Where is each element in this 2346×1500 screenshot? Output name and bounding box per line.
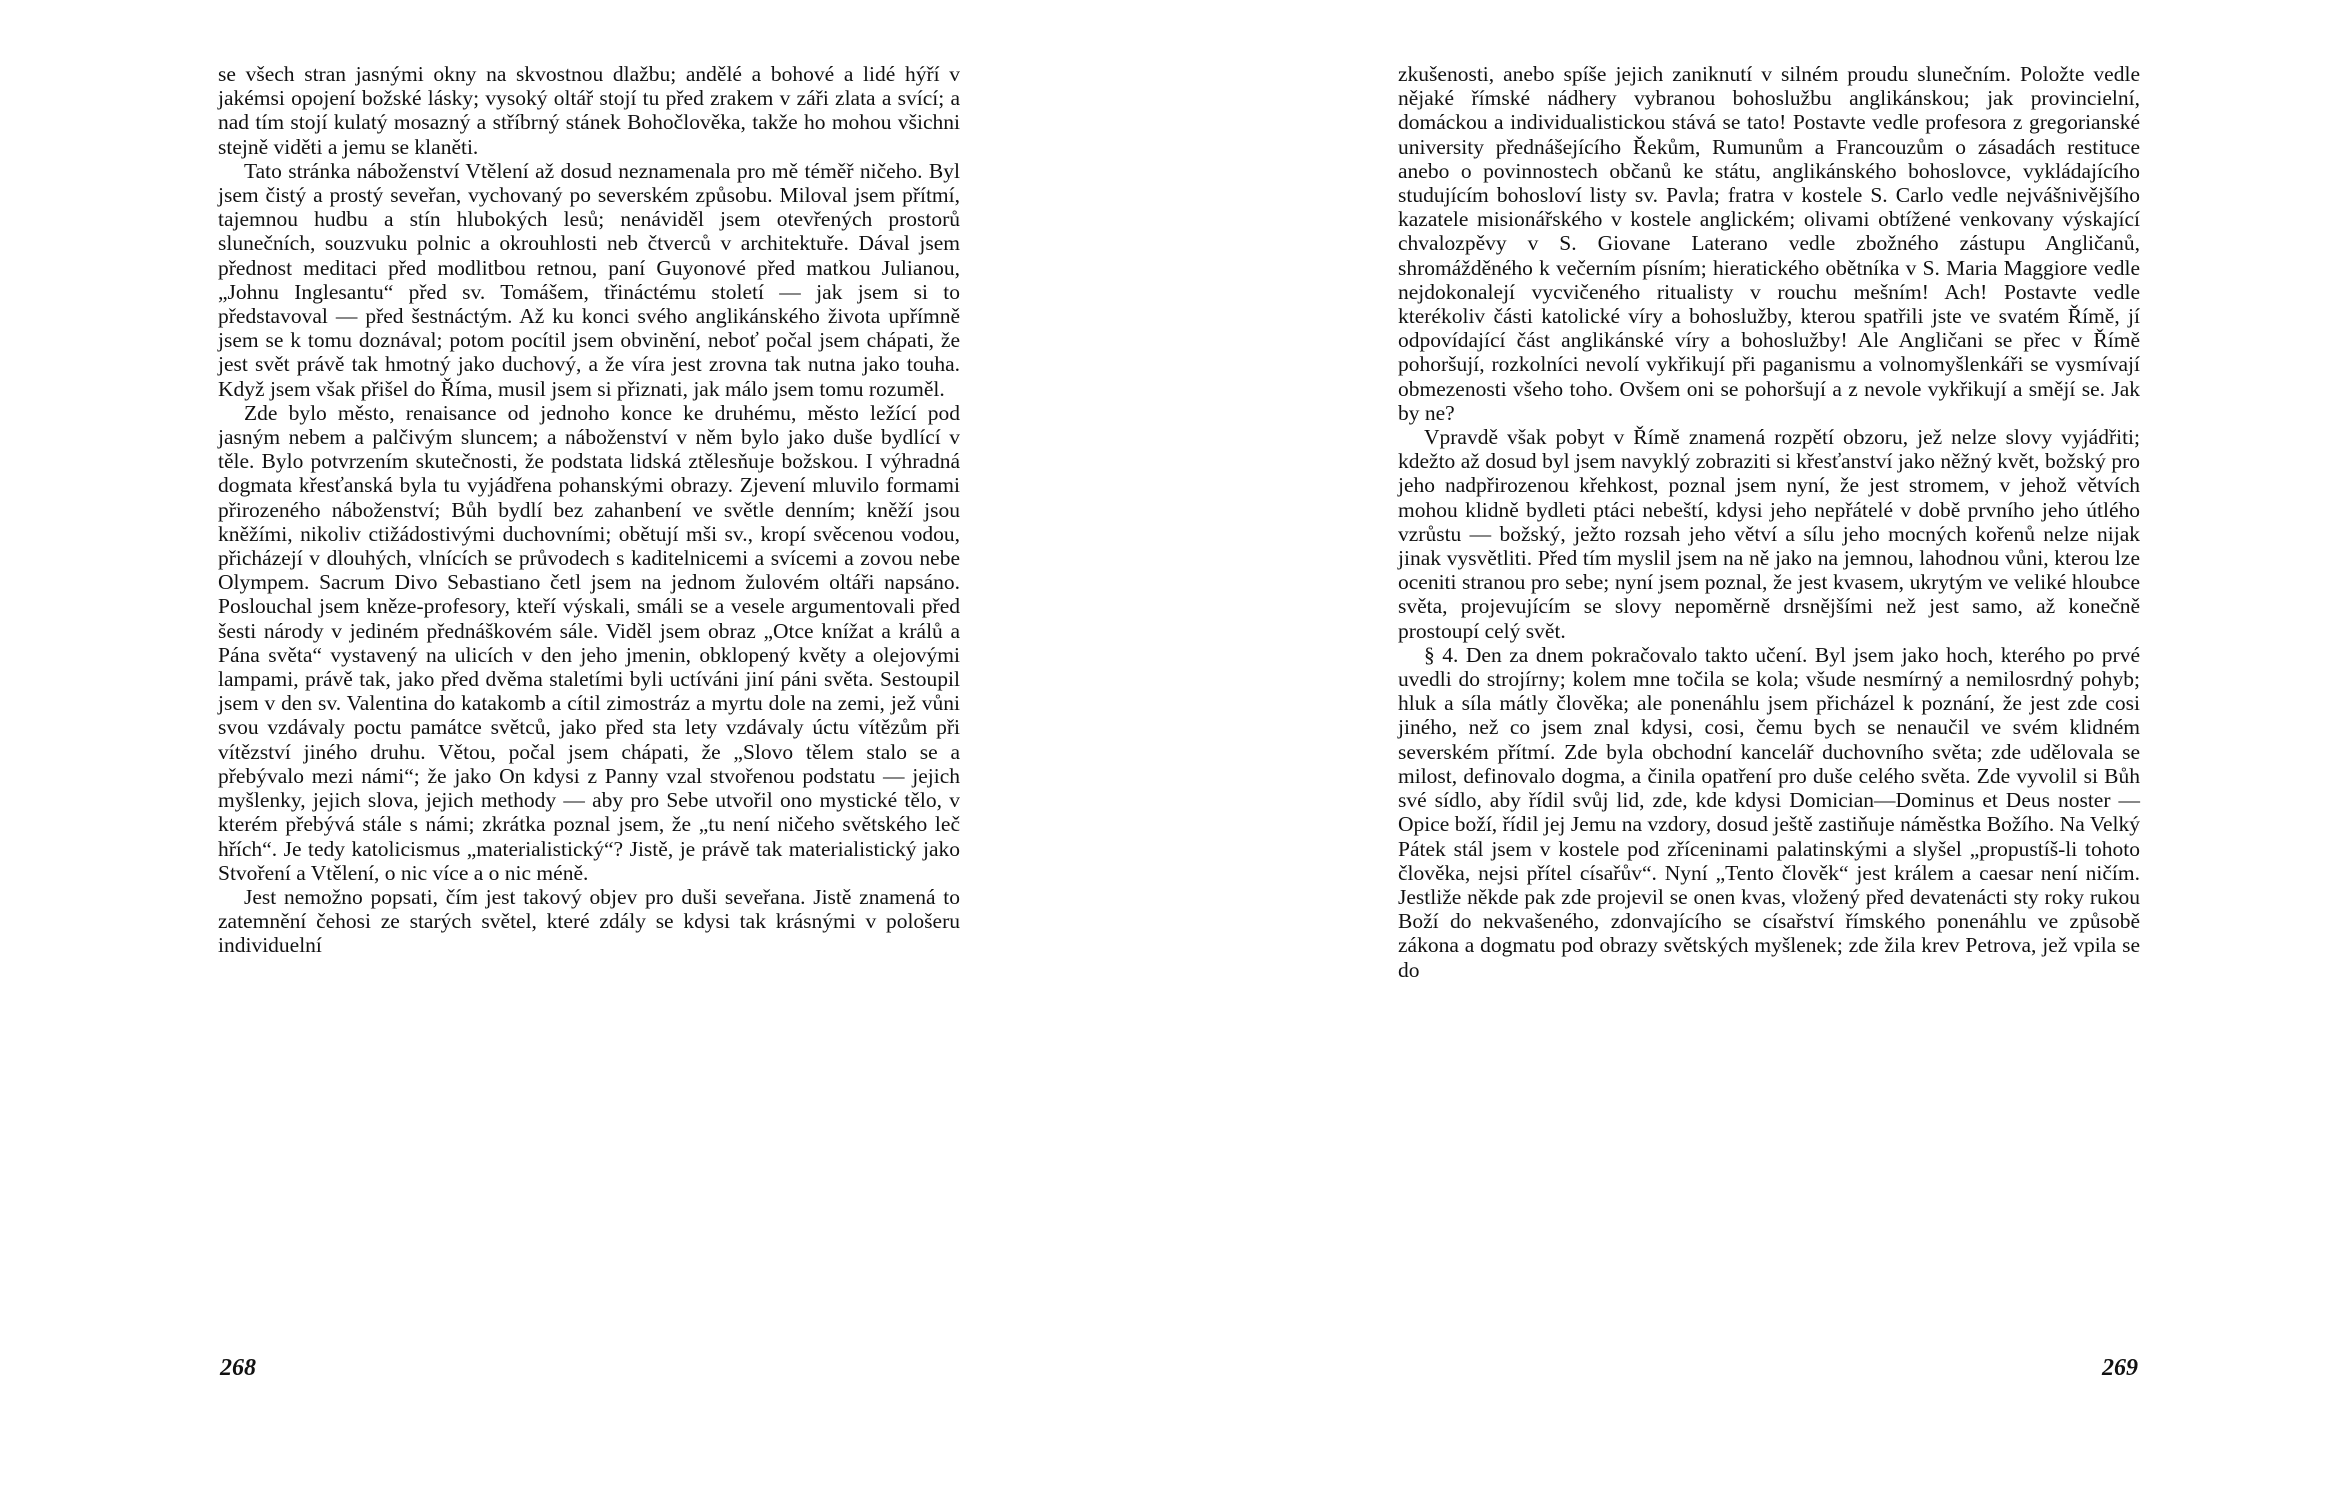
left-page-text [218, 62, 960, 958]
paragraph: Vpravdě však pobyt v Římě znamená rozpětí obzoru, jež nelze slovy vyjádřiti; kdežto až dosud byl jsem navyklý zobraziti si křesťanství jako něžný květ, božský pro jeho nadpřirozenou křehkost, poznal jsem nyní, že jest stromem, v jehož větvích mohou klidně bydleti ptáci nebeští, kdysi jeho nepřátelé v době prvního jeho útlého vzrůstu — božský, ježto rozsah jeho větví a sílu jeho mocných kořenů nelze nijak jinak vysvětliti. Před tím myslil jsem na ně jako na jemnou, lahodnou vůni, kterou lze oceniti stranou pro sebe; nyní jsem poznal, že jest kvasem, ukrytým ve veliké hloubce světa, projevujícím se slovy nepoměrně drsnějšími než jest samo, až konečně prostoupí celý svět. [1398, 425, 2140, 643]
page-number: 268 [220, 1355, 256, 1381]
left-page [218, 62, 960, 1392]
paragraph: se všech stran jasnými okny na skvostnou dlažbu; andělé a bohové a lidé hýří v jakémsi opojení božské lásky; vysoký oltář stojí tu před zrakem v záři zlata a svící; a nad tím stojí kulatý mosazný a stříbrný stánek Bohočlověka, takže ho mohou všichni stejně viděti a jemu se klaněti. [218, 62, 960, 159]
page-number: 269 [2102, 1355, 2138, 1381]
paragraph: Tato stránka náboženství Vtělení až dosud neznamenala pro mě téměř ničeho. Byl jsem čistý a prostý seveřan, vychovaný po severském způsobu. Miloval jsem přítmí, tajemnou hudbu a stín hlubokých lesů; nenáviděl jsem otevřených prostorů slunečních, souzvuku polnic a okrouhlosti neb čtverců v architektuře. Dával jsem přednost meditaci před modlitbou retnou, paní Guyonové před matkou Julianou, „Johnu Inglesantu“ před sv. Tomášem, třináctému století — jak jsem si to představoval — před šestnáctým. Až ku konci svého anglikánského života upřímně jsem se k tomu doznával; potom pocítil jsem obvinění, neboť počal jsem chápati, že jest svět právě tak hmotný jako duchový, a že víra jest zrovna tak nutna jako touha. Když jsem však přišel do Říma, musil jsem si přiznati, jak málo jsem tomu rozuměl. [218, 158, 960, 401]
paragraph: Jest nemožno popsati, čím jest takový objev pro duši seveřana. Jistě znamená to zatemnění čehosi ze starých světel, které zdály se kdysi tak krásnými v pološeru individuelní [218, 884, 960, 958]
right-page-text [1398, 62, 2140, 982]
paragraph: zkušenosti, anebo spíše jejich zaniknutí v silném proudu slunečním. Položte vedle nějaké římské nádhery vybranou bohoslužbu anglikánskou; jak provincielní, domáckou a individualistickou stává se tato! Postavte vedle profesora z gregorianské university přednášejícího Řekům, Rumunům a Francouzům o zásadách restituce anebo o povinnostech občanů ke státu, anglikánského bohoslovce, vykládajícího studujícím bohosloví listy sv. Pavla; fratra v kostele S. Carlo vedle nejvášnivějšího kazatele misionářského v kostele anglickém; olivami obtížené venkovany výskající chvalozpěvy v S. Giovane Laterano vedle zbožného zástupu Angličanů, shromážděného k večerním písním; hieratického obětníka v S. Maria Maggiore vedle nejdokonalejí vycvičeného ritualisty v rouchu mešním! Ach! Postavte vedle kterékoliv části katolické víry a bohoslužby, kterou spatřili jste ve svatém Římě, jí odpovídající část anglikánské víry a bohoslužby! Ale Angličani se přec v Římě pohoršují, rozkolníci nevolí vykřikují při paganismu a volnomyšlenkáři se vysmívají obmezenosti všeho toho. Ovšem oni se pohoršují a z nevole vykřikují a smějí se. Jak by ne? [1398, 62, 2140, 425]
paragraph: § 4. Den za dnem pokračovalo takto učení. Byl jsem jako hoch, kterého po prvé uvedli do strojírny; kolem mne točila se kola; všude nesmírný a nemilosrdný pohyb; hluk a síla mátly člověka; ale ponenáhlu jsem přicházel k poznání, že jest zde cosi jiného, než co jsem znal kdysi, cosi, čemu bych se nenaučil ve svém klidném severském přítmí. Zde byla obchodní kancelář duchovního světa; zde udělovala se milost, definovalo dogma, a činila opatření pro duše celého světa. Zde vyvolil si Bůh své sídlo, aby řídil svůj lid, zde, kde kdysi Domician—Dominus et Deus noster — Opice boží, řídil jej Jemu na vzdory, dosud ještě zastiňuje náměstka Božího. Na Velký Pátek stál jsem v kostele pod zříceninami palatinskými a slyšel „propustíš-li tohoto člověka, nejsi přítel císařův“. Nyní „Tento člověk“ jest králem a caesar není ničím. Jestliže někde pak zde projevil se onen kvas, vložený před devatenácti sty roky rukou Boží do nekvašeného, zdonvajícího se císařství římského ponenáhlu ve způsobě zákona a dogmatu pod obrazy světských myšlenek; zde žila krev Petrova, jež vpila se do [1398, 642, 2140, 982]
right-page [1398, 62, 2140, 1392]
paragraph: Zde bylo město, renaisance od jednoho konce ke druhému, město ležící pod jasným nebem a palčivým sluncem; a náboženství v něm bylo jako duše bydlící v těle. Bylo potvrzením skutečnosti, že podstata lidská ztělesňuje božskou. I výhradná dogmata křesťanská byla tu vyjádřena pohanskými obrazy. Zjevení mluvilo formami přirozeného náboženství; Bůh bydlí bez zahanbení ve světle denním; kněží jsou kněžími, nikoliv ctižádostivými duchovními; obětují mši sv., kropí svěcenou vodou, přicházejí v dlouhých, vlnících se průvodech s kaditelnicemi a svícemi a zovou nebe Olympem. Sacrum Divo Sebastiano četl jsem na jednom žulovém oltáři napsáno. Poslouchal jsem kněze-profesory, kteří výskali, smáli se a vesele argumentovali před šesti národy v jediném přednáškovém sále. Viděl jsem obraz „Otce knížat a králů a Pána světa“ vystavený na ulicích v den jeho jmenin, obklopený květy a olejovými lampami, právě tak, jako před dvěma staletími byli uctíváni jiní páni světa. Sestoupil jsem v den sv. Valentina do katakomb a cítil zimostráz a myrtu dole na zemi, jež vůni svou vzdávaly poctu památce světců, jako před sta lety vzdávaly úctu vítězům při vítězství jiného druhu. Větou, počal jsem chápati, že „Slovo tělem stalo se a přebývalo mezi námi“; že jako On kdysi z Panny vzal stvořenou podstatu — jejich myšlenky, jejich slova, jejich methody — aby pro Sebe utvořil ono mystické tělo, v kterém přebývá stále s námi; zkrátka poznal jsem, že „tu není ničeho světského leč hřích“. Je tedy katolicismus „materialistický“? Jistě, je právě tak materialistický jako Stvoření a Vtělení, o nic více a o nic méně. [218, 400, 960, 885]
